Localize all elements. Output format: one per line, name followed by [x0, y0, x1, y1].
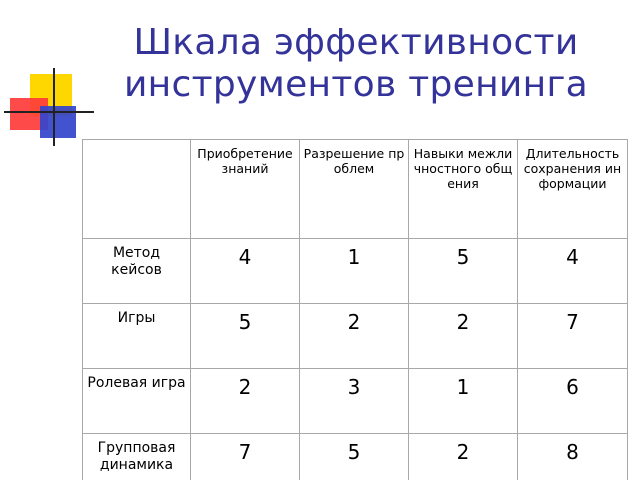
slide-title-line-2: инструментов тренинга [123, 64, 589, 105]
row-label: Игры [83, 304, 191, 369]
table-cell: 6 [518, 369, 628, 434]
table-cell: 4 [518, 239, 628, 304]
table-row [83, 434, 628, 480]
table-row [83, 369, 628, 434]
slide-title [96, 22, 616, 106]
table-cell: 7 [518, 304, 628, 369]
column-header: Приобретение знаний [191, 140, 300, 239]
table-cell: 4 [191, 239, 300, 304]
row-label: Ролевая игра [83, 369, 191, 434]
column-header: Разрешение проблем [300, 140, 409, 239]
row-label: Метод кейсов [83, 239, 191, 304]
table-cell: 8 [518, 434, 628, 480]
table-cell: 1 [409, 369, 518, 434]
column-header: Навыки межличностного общения [409, 140, 518, 239]
logo-vertical-line [53, 68, 55, 146]
logo-horizontal-line [4, 111, 94, 113]
table-cell: 2 [191, 369, 300, 434]
table-cell: 3 [300, 369, 409, 434]
table-cell: 5 [300, 434, 409, 480]
table-cell: 5 [409, 239, 518, 304]
slide-title-line-1: Шкала эффективности [133, 22, 579, 63]
table-corner-cell [83, 140, 191, 239]
table-row [83, 239, 628, 304]
table-cell: 5 [191, 304, 300, 369]
table-header-row [83, 140, 628, 239]
table-cell: 2 [409, 304, 518, 369]
row-label: Групповая динамика [83, 434, 191, 480]
effectiveness-table [82, 139, 628, 480]
decorative-logo [0, 0, 100, 150]
table-cell: 2 [409, 434, 518, 480]
table-row [83, 304, 628, 369]
table-cell: 1 [300, 239, 409, 304]
column-header: Длительность сохранения информации [518, 140, 628, 239]
table-cell: 7 [191, 434, 300, 480]
table-cell: 2 [300, 304, 409, 369]
